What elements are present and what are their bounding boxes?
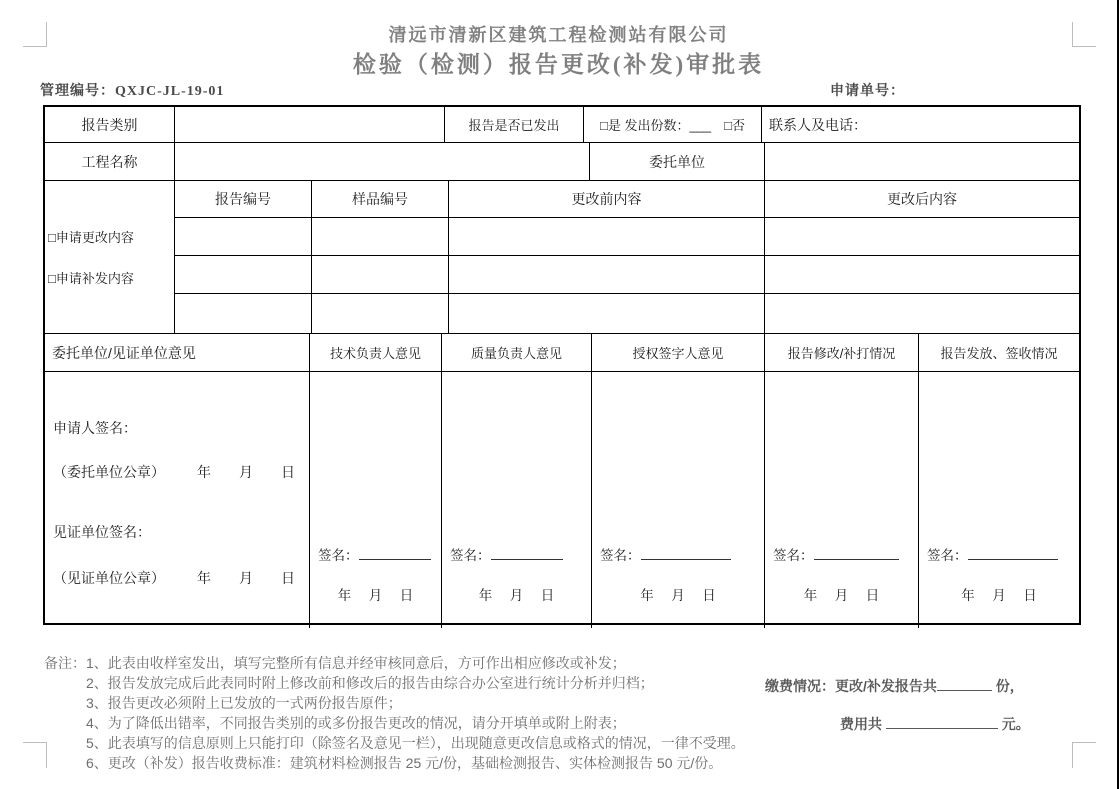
request-header-row: [175, 181, 1079, 218]
payment-reports-blank: [937, 677, 992, 691]
note-item: 1、此表由收样室发出，填写完整所有信息并经审核同意后，方可作出相应修改或补发；: [86, 655, 626, 671]
authorized-signer-signature-cell: [592, 372, 765, 628]
report-reprint-status-header: 报告修改/补打情况: [765, 334, 919, 371]
sign-label: 签名：: [450, 548, 491, 563]
notes-section: [44, 653, 744, 773]
signature-line: [359, 546, 431, 560]
authorized-signer-opinion-header: 授权签字人意见: [592, 334, 765, 371]
project-name-value-cell: [175, 143, 590, 180]
request-empty-cell: [765, 256, 1079, 293]
applicant-sign-label: 申请人签名：: [53, 420, 137, 436]
request-empty-row: [175, 218, 1079, 256]
date-label: 年 月 日: [803, 588, 882, 603]
request-empty-cell: [312, 218, 449, 255]
date-label: 年 月 日: [961, 588, 1039, 603]
tech-lead-opinion-header: 技术负责人意见: [310, 334, 442, 371]
request-type-cell: [45, 181, 175, 333]
payment-label: 缴费情况：: [765, 678, 835, 694]
request-empty-cell: [765, 294, 1079, 333]
request-empty-cell: [765, 218, 1079, 255]
note-item: 5、此表填写的信息原则上只能打印（除签名及意见一栏），出现随意更改信息或格式的情况，一律不受理。: [86, 735, 745, 751]
payment-fee-prefix: 费用共: [840, 716, 882, 732]
report-type-value-cell: [175, 107, 445, 142]
report-no-header: 报告编号: [175, 181, 312, 217]
note-item: 2、报告发放完成后此表同时附上修改前和修改后的报告由综合办公室进行统计分析并归档；: [86, 675, 654, 691]
request-empty-cell: [449, 294, 765, 333]
project-name-label: 工程名称: [45, 143, 175, 180]
quality-lead-signature-cell: [442, 372, 592, 628]
request-empty-cell: [312, 256, 449, 293]
notes-list: [86, 653, 745, 773]
sign-label: 签名：: [773, 548, 814, 563]
request-grid: [175, 181, 1079, 333]
notes-label: 备注：: [44, 655, 86, 671]
tech-lead-signature-cell: [310, 372, 442, 628]
witness-sign-label: 见证单位签名：: [53, 524, 151, 540]
report-issued-label: 报告是否已发出: [445, 107, 584, 142]
date-label: 年 月 日: [197, 570, 295, 586]
sample-no-header: 样品编号: [312, 181, 449, 217]
request-empty-row: [175, 294, 1079, 333]
request-empty-cell: [449, 218, 765, 255]
report-issue-receipt-header: 报告发放、签收情况: [940, 346, 1058, 361]
request-empty-cell: [312, 294, 449, 333]
client-value-cell: [765, 143, 1079, 180]
report-issue-signature-cell: [919, 372, 1079, 628]
client-label: 委托单位: [590, 143, 765, 180]
request-empty-row: [175, 256, 1079, 294]
signature-line: [968, 546, 1058, 560]
signature-row: [45, 372, 1079, 628]
witness-seal-date-line: [53, 568, 299, 588]
witness-seal-label: （见证单位公章）: [53, 570, 165, 586]
row-report-type: [45, 107, 1079, 143]
request-empty-cell: [175, 218, 312, 255]
date-label: 年 月 日: [478, 588, 557, 603]
sign-label: 签名：: [600, 548, 641, 563]
quality-lead-opinion-header: 质量负责人意见: [442, 334, 592, 371]
request-reissue-checkbox-label: □申请补发内容: [48, 271, 134, 286]
client-seal-label: （委托单位公章）: [53, 464, 165, 480]
request-empty-cell: [449, 256, 765, 293]
company-name: 清远市清新区建筑工程检测站有限公司: [388, 25, 729, 45]
note-item: 3、报告更改必须附上已发放的一式两份报告原件；: [86, 695, 402, 711]
client-witness-opinion-header: 委托单位/见证单位意见: [45, 334, 310, 371]
signature-line: [491, 546, 563, 560]
request-section: [45, 181, 1079, 334]
application-number-label: 申请单号：: [830, 84, 905, 99]
payment-section: [765, 676, 1030, 734]
payment-reports-prefix: 更改/补发报告共: [835, 678, 937, 694]
sign-label: 签名：: [318, 548, 359, 563]
payment-line-fee: [840, 714, 1030, 734]
date-label: 年 月 日: [640, 588, 718, 603]
date-label: 年 月 日: [197, 464, 295, 480]
report-type-label: 报告类别: [45, 107, 175, 142]
before-change-header: 更改前内容: [449, 181, 765, 217]
date-label: 年 月 日: [337, 588, 416, 603]
report-reprint-signature-cell: [765, 372, 919, 628]
client-witness-signature-cell: [45, 372, 310, 628]
crop-mark-bottom-right: [1072, 742, 1096, 743]
signature-line: [641, 546, 731, 560]
contact-label: 联系人及电话：: [769, 116, 867, 133]
crop-mark-bottom-right: [1072, 742, 1073, 768]
request-empty-cell: [175, 256, 312, 293]
management-number: 管理编号：QXJC-JL-19-01: [40, 84, 225, 99]
after-change-header: 更改后内容: [887, 191, 957, 207]
payment-fee-suffix: 元。: [1001, 716, 1030, 732]
report-issued-options: □是 发出份数：___ □否: [584, 107, 762, 142]
payment-line-reports: [765, 676, 1030, 696]
meta-line: [0, 80, 1117, 98]
signature-line: [814, 546, 899, 560]
note-item: 6、更改（补发）报告收费标准：建筑材料检测报告 25 元/份，基础检测报告、实体检测报告 50 元/份。: [86, 755, 723, 771]
opinion-header-row: [45, 334, 1079, 372]
row-project: [45, 143, 1079, 181]
payment-fee-blank: [886, 715, 998, 729]
payment-reports-suffix: 份，: [995, 678, 1024, 694]
client-seal-date-line: [53, 462, 299, 482]
approval-form-table: [43, 105, 1081, 625]
request-empty-cell: [175, 294, 312, 333]
note-item: 4、为了降低出错率，不同报告类别的或多份报告更改的情况，请分开填单或附上附表；: [86, 715, 626, 731]
sign-label: 签名：: [927, 548, 968, 563]
request-change-checkbox-label: □申请更改内容: [48, 230, 134, 245]
page-title: 检验（检测）报告更改(补发)审批表: [352, 52, 765, 77]
